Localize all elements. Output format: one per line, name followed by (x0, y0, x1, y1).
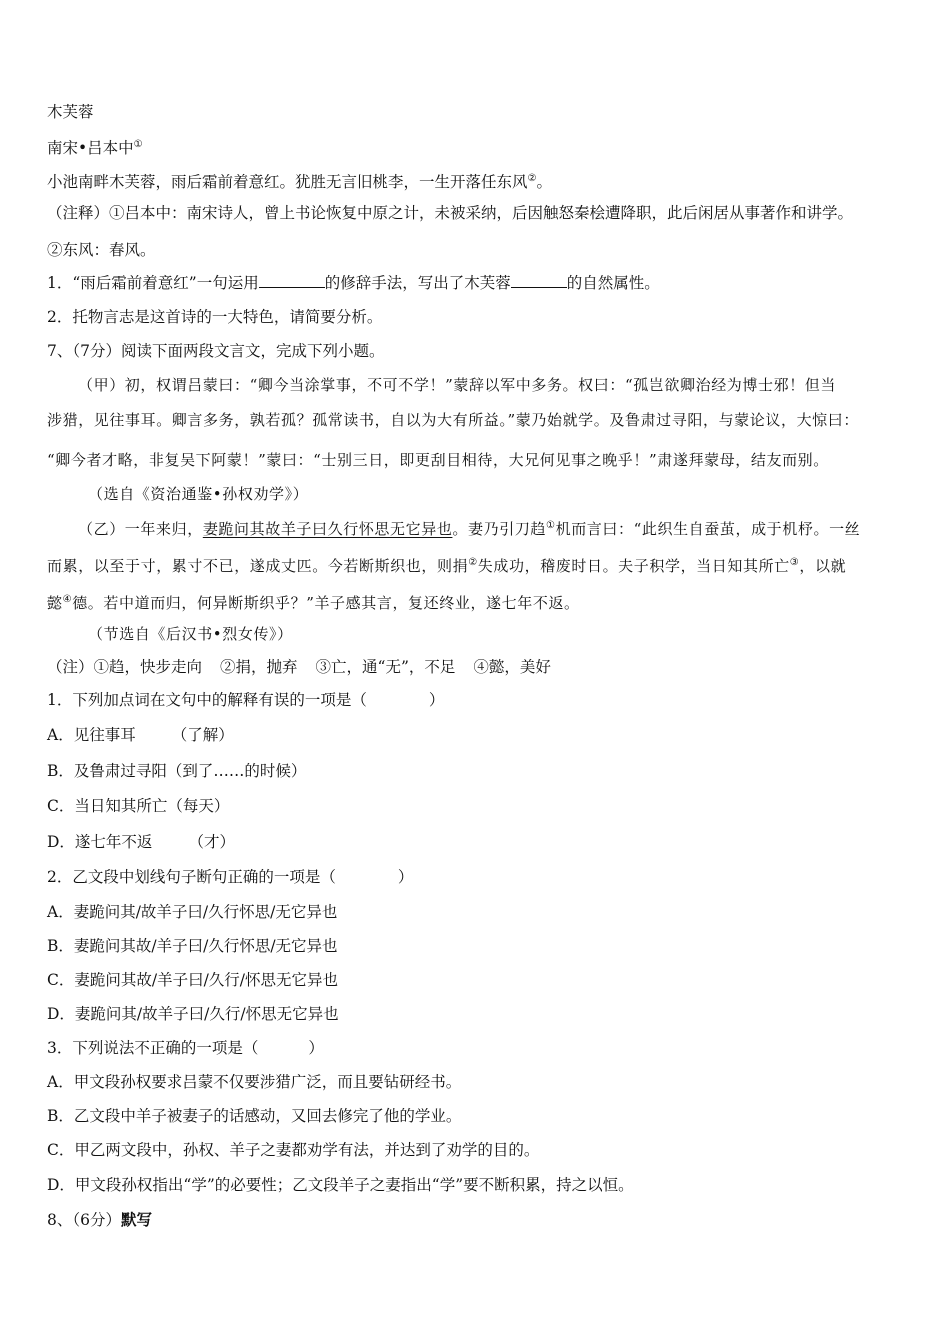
passage-a-line: “卿今者才略，非复吴下阿蒙！”蒙曰：“士别三日，即更刮目相待，大兄何见事之晚乎！”肃遂拜蒙母，结友而别。 (47, 451, 829, 469)
question-3-option-b[interactable]: B．乙文段中羊子被妻子的话感动，又回去修完了他的学业。 (47, 1107, 462, 1125)
passage-b-source: （节选自《后汉书•烈女传》） (88, 625, 293, 643)
question-2-option-c[interactable]: C．妻跪问其故/羊子曰/久行/怀思无它异也 (47, 971, 339, 989)
poem-question-1: 1．“雨后霜前着意红”一句运用 的修辞手法，写出了木芙蓉 的自然属性。 (47, 274, 660, 292)
passage-notes: （注）①趋，快步走向 ②捐，抛弃 ③亡，通“无”，不足 ④懿，美好 (47, 658, 551, 676)
poem-author: 南宋•吕本中① (47, 139, 143, 158)
question-3-option-d[interactable]: D．甲文段孙权指出“学”的必要性；乙文段羊子之妻指出“学”要不断积累，持之以恒。 (47, 1176, 634, 1194)
question-1-option-d[interactable]: D．遂七年不返 （才） (47, 833, 235, 851)
poem-text: 小池南畔木芙蓉，雨后霜前着意红。犹胜无言旧桃李，一生开落任东风②。 (47, 173, 552, 192)
passage-a-line: 涉猎，见往事耳。卿言多务，孰若孤？孤常读书，自以为大有所益。”蒙乃始就学。及鲁肃过寻阳，与蒙论议，大惊曰： (47, 411, 859, 429)
passage-a-line: （甲）初，权谓吕蒙曰：“卿今当涂掌事，不可不学！”蒙辞以军中多务。权曰：“孤岂欲卿治经为博士邪！但当 (78, 376, 837, 394)
question-2-option-d[interactable]: D．妻跪问其/故羊子曰/久行/怀思无它异也 (47, 1005, 339, 1023)
question-1-option-a[interactable]: A．见往事耳 （了解） (47, 726, 234, 744)
question-1-stem: 1．下列加点词在文句中的解释有误的一项是（ ） (47, 691, 445, 709)
question-1-option-b[interactable]: B．及鲁肃过寻阳（到了……的时候） (47, 762, 307, 780)
footnote-mark: ② (527, 173, 537, 184)
question-2-option-a[interactable]: A．妻跪问其/故羊子曰/久行怀思/无它异也 (47, 903, 338, 921)
question-3-option-a[interactable]: A．甲文段孙权要求吕蒙不仅要涉猎广泛，而且要钻研经书。 (47, 1073, 462, 1091)
question-2-option-b[interactable]: B．妻跪问其故/羊子曰/久行怀思/无它异也 (47, 937, 338, 955)
answer-blank[interactable] (259, 273, 325, 288)
footnote-mark: ① (133, 139, 143, 150)
question-2-stem: 2．乙文段中划线句子断句正确的一项是（ ） (47, 868, 414, 886)
section-7-heading: 7、（7分）阅读下面两段文言文，完成下列小题。 (47, 342, 385, 360)
question-3-option-c[interactable]: C．甲乙两文段中，孙权、羊子之妻都劝学有法，并达到了劝学的目的。 (47, 1141, 540, 1159)
poem-note-1: （注释）①吕本中：南宋诗人，曾上书论恢复中原之计，未被采纳，后因触怒秦桧遭降职，此后闲居从事著作和讲学。 (47, 204, 854, 222)
answer-blank[interactable] (511, 273, 567, 288)
passage-b-line: （乙）一年来归，妻跪问其故羊子曰久行怀思无它异也。妻乃引刀趋①机而言曰：“此织生自蚕茧，成于机杼。一丝 (78, 520, 861, 538)
underlined-sentence: 妻跪问其故羊子曰久行怀思无它异也 (202, 520, 453, 538)
passage-a-source: （选自《资治通鉴•孙权劝学》） (88, 485, 309, 503)
question-1-option-c[interactable]: C．当日知其所亡（每天） (47, 797, 230, 815)
section-8-heading: 8、（6分）默写 (47, 1210, 152, 1229)
poem-question-2: 2．托物言志是这首诗的一大特色，请简要分析。 (47, 308, 383, 326)
poem-note-2: ②东风：春风。 (47, 241, 156, 259)
passage-b-line: 而累，以至于寸，累寸不已，遂成丈匹。今若断斯织也，则捐②失成功，稽废时日。夫子积学，当日知其所亡③，以就 (47, 557, 847, 575)
passage-b-line: 懿④德。若中道而归，何异断斯织乎？”羊子感其言，复还终业，遂七年不返。 (47, 594, 580, 612)
question-3-stem: 3．下列说法不正确的一项是（ ） (47, 1039, 324, 1057)
poem-title: 木芙蓉 (47, 103, 94, 121)
